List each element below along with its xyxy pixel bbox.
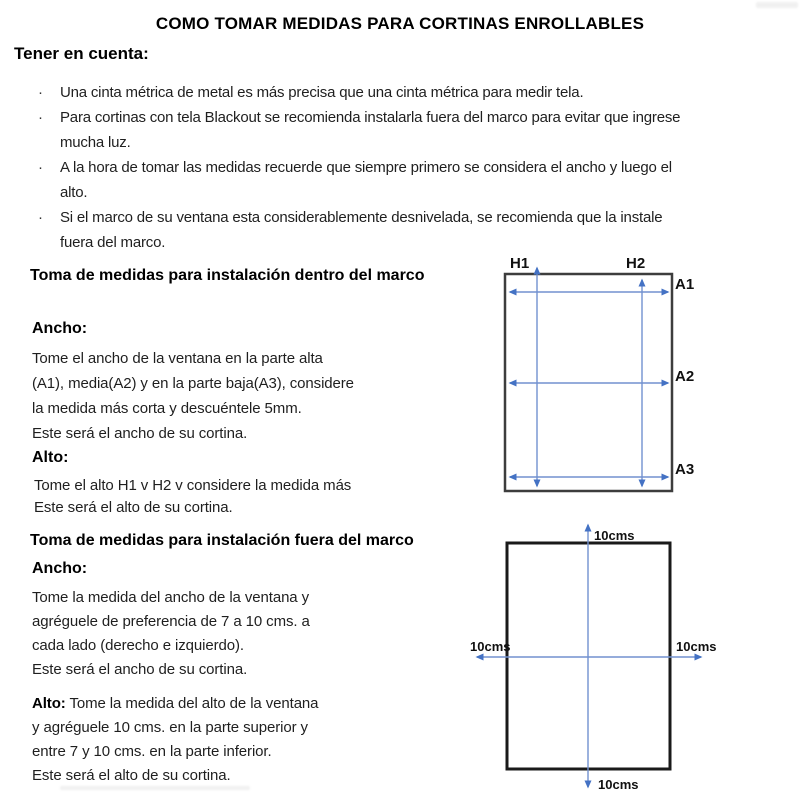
- bullet-icon: ·: [38, 209, 43, 226]
- a2-label: A2: [675, 368, 695, 385]
- bullet-icon: ·: [38, 159, 43, 176]
- list-item: [38, 155, 778, 205]
- list-item-text: Para cortinas con tela Blackout se recomienda instalarla fuera del marco para evitar que ingrese mucha luz.: [60, 109, 681, 151]
- margin-top-label: 10cms: [594, 528, 635, 543]
- section-heading-outside: Toma de medidas para instalación fuera del marco: [30, 532, 414, 549]
- outside-measure-diagram: [455, 515, 755, 800]
- h1-label: H1: [510, 255, 530, 272]
- notes-heading: Tener en cuenta:: [14, 44, 149, 63]
- list-item-text: A la hora de tomar las medidas recuerde que siempre primero se considera el ancho y luego el alto.: [60, 159, 672, 201]
- h2-label: H2: [626, 255, 646, 272]
- cropped-text-artifact: [60, 786, 250, 790]
- page-title: COMO TOMAR MEDIDAS PARA CORTINAS ENROLLABLES: [155, 14, 645, 33]
- inside-ancho-label: Ancho:: [32, 320, 88, 337]
- outside-ancho-paragraph: Tome la medida del ancho de la ventana y agréguele de preferencia de 7 a 10 cms. a cada lado (derecho e izquierdo). Este será el ancho de su cortina.: [32, 589, 310, 678]
- outside-alto-label: Alto:: [32, 695, 66, 712]
- inside-alto-paragraph: Tome el alto H1 v H2 v considere la medida más Este será el alto de su cortina.: [34, 477, 352, 516]
- section-heading-inside: Toma de medidas para instalación dentro del marco: [30, 267, 425, 284]
- list-item-text: Si el marco de su ventana esta considerablemente desnivelada, se recomienda que la instale fuera del marco.: [60, 209, 663, 251]
- outside-ancho-label: Ancho:: [32, 560, 88, 577]
- margin-bottom-label: 10cms: [598, 777, 639, 792]
- margin-right-label: 10cms: [676, 639, 717, 654]
- bullet-icon: ·: [38, 84, 43, 101]
- inside-alto-label: Alto:: [32, 449, 69, 466]
- list-item: [38, 105, 778, 155]
- a1-label: A1: [675, 276, 695, 293]
- a3-label: A3: [675, 461, 695, 478]
- outside-alto-paragraph: Alto: Tome la medida del alto de la ventana y agréguele 10 cms. en la parte superior y entre 7 y 10 cms. en la parte inferior. Este será el alto de su cortina.: [32, 695, 319, 784]
- margin-left-label: 10cms: [470, 639, 511, 654]
- bullet-icon: ·: [38, 109, 43, 126]
- corner-smudge-artifact: [756, 2, 798, 8]
- notes-list: [38, 80, 778, 255]
- list-item: [38, 80, 778, 105]
- inside-ancho-paragraph: Tome el ancho de la ventana en la parte alta (A1), media(A2) y en la parte baja(A3), considere la medida más corta y descuéntele 5mm. Este será el ancho de su cortina.: [32, 350, 354, 442]
- list-item-text: Una cinta métrica de metal es más precisa que una cinta métrica para medir tela.: [60, 84, 584, 101]
